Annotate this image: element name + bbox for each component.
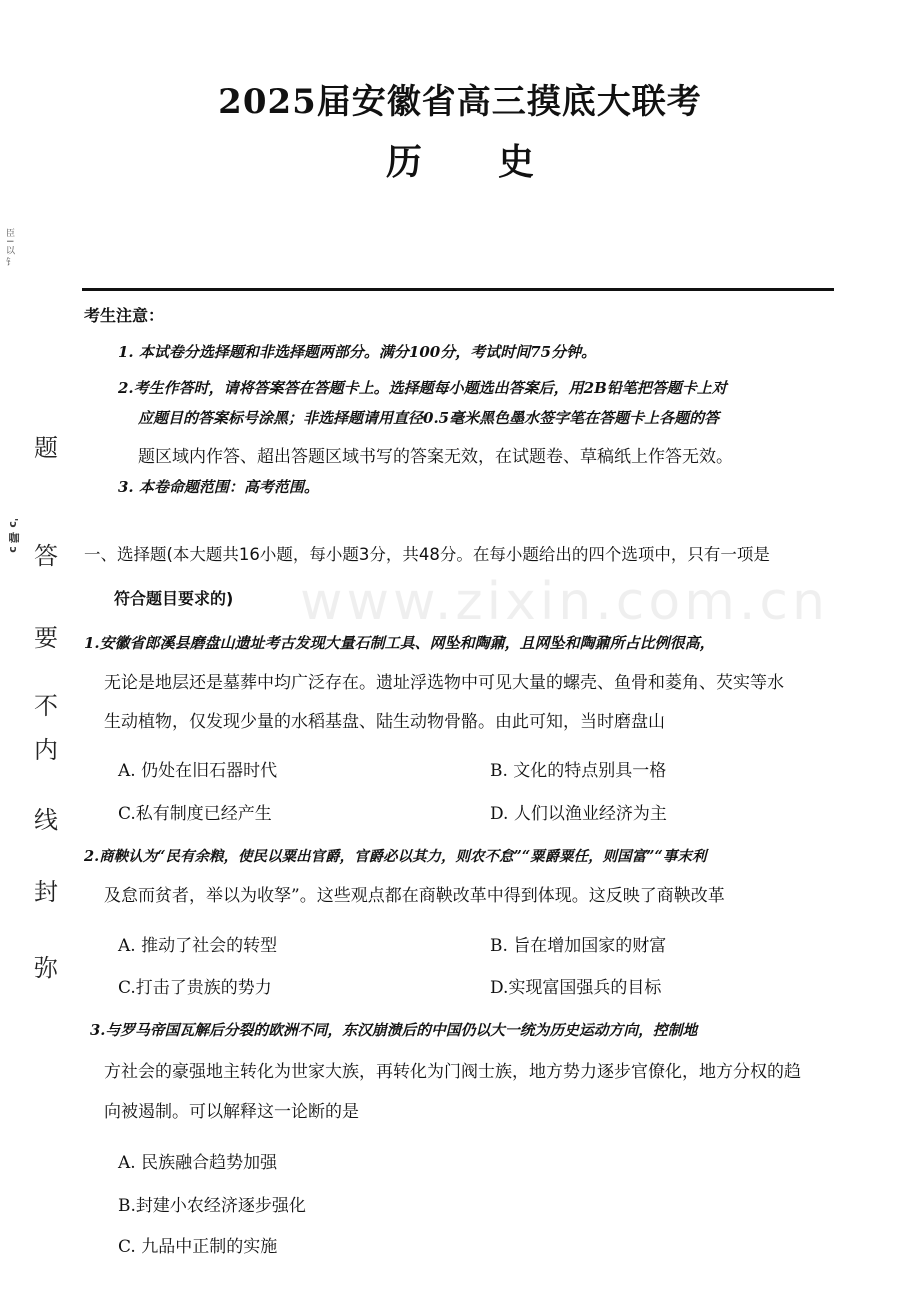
seal-char-1: 题	[34, 434, 58, 462]
seal-char-6: 线	[34, 806, 58, 834]
question-2-line-2: 及怠而贫者，举以为收孥”。这些观点都在商鞅改革中得到体现。这反映了商鞅改革	[104, 886, 725, 906]
question-2-option-d: D.实现富国强兵的目标	[490, 978, 662, 998]
seal-char-2: 答	[34, 542, 58, 570]
seal-char-7: 封	[34, 878, 58, 906]
seal-char-3: 要	[34, 624, 58, 652]
exam-title: 2025届安徽省高三摸底大联考	[218, 82, 702, 122]
side-margin-mark-2: 'ɔ 咖 ɔ	[7, 518, 20, 554]
question-2-line-1: 2.商鞅认为“民有余粮，使民以粟出官爵，官爵必以其力，则农不怠”“粟爵粟任，则国富”“事末利	[84, 848, 707, 865]
header-divider	[82, 288, 834, 291]
seal-char-4: 不	[34, 692, 58, 720]
question-2-option-a: A. 推动了社会的转型	[118, 936, 278, 956]
question-1-line-3: 生动植物，仅发现少量的水稻基盘、陆生动物骨骼。由此可知，当时磨盘山	[104, 712, 665, 732]
section-heading-line-2: 符合题目要求的)	[114, 589, 234, 608]
notice-item-2-line-2: 应题目的答案标号涂黑；非选择题请用直径0.5毫米黑色墨水签字笔在答题卡上各题的答	[138, 409, 720, 427]
question-3-line-2: 方社会的豪强地主转化为世家大族，再转化为门阀士族，地方势力逐步官僚化，地方分权的趋	[104, 1062, 801, 1082]
question-1-option-d: D. 人们以渔业经济为主	[490, 804, 667, 824]
question-1-line-1: 1.安徽省郎溪县磨盘山遗址考古发现大量石制工具、网坠和陶鼐，且网坠和陶鼐所占比例很高，	[84, 634, 715, 652]
question-1-option-c: C.私有制度已经产生	[118, 804, 272, 824]
side-margin-mark: 臣 I 以 钅	[4, 228, 14, 267]
question-2-option-b: B. 旨在增加国家的财富	[490, 936, 667, 956]
watermark: www.zixin.com.cn	[300, 572, 829, 632]
subject-char-right: 史	[498, 141, 535, 183]
question-1-option-a: A. 仍处在旧石器时代	[118, 761, 278, 781]
question-1-line-2: 无论是地层还是墓葬中均广泛存在。遗址浮选物中可见大量的螺壳、鱼骨和菱角、芡实等水	[104, 673, 784, 693]
question-1-option-b: B. 文化的特点别具一格	[490, 761, 667, 781]
subject-title	[0, 134, 920, 185]
notice-item-2-line-3: 题区域内作答、超出答题区域书写的答案无效，在试题卷、草稿纸上作答无效。	[138, 447, 733, 467]
notice-heading: 考生注意：	[84, 306, 165, 325]
question-3-line-3: 向被遏制。可以解释这一论断的是	[104, 1102, 359, 1122]
notice-item-2-line-1: 2.考生作答时，请将答案答在答题卡上。选择题每小题选出答案后，用2B铅笔把答题卡上对	[118, 379, 727, 397]
notice-item-1: 1. 本试卷分选择题和非选择题两部分。满分100分，考试时间75分钟。	[118, 343, 597, 361]
seal-char-8: 弥	[34, 954, 58, 982]
question-3-option-a: A. 民族融合趋势加强	[118, 1153, 278, 1173]
question-3-option-b: B.封建小农经济逐步强化	[118, 1196, 306, 1216]
seal-char-5: 内	[34, 736, 58, 764]
notice-item-3: 3. 本卷命题范围：高考范围。	[118, 478, 319, 496]
question-3-line-1: 3.与罗马帝国瓦解后分裂的欧洲不同，东汉崩溃后的中国仍以大一统为历史运动方向，控制地	[90, 1022, 698, 1039]
question-2-option-c: C.打击了贵族的势力	[118, 978, 272, 998]
question-3-option-c: C. 九品中正制的实施	[118, 1237, 278, 1257]
section-heading-line-1: 一、选择题(本大题共16小题，每小题3分，共48分。在每小题给出的四个选项中，只有一项是	[84, 545, 770, 564]
subject-char-left: 历	[385, 141, 422, 183]
